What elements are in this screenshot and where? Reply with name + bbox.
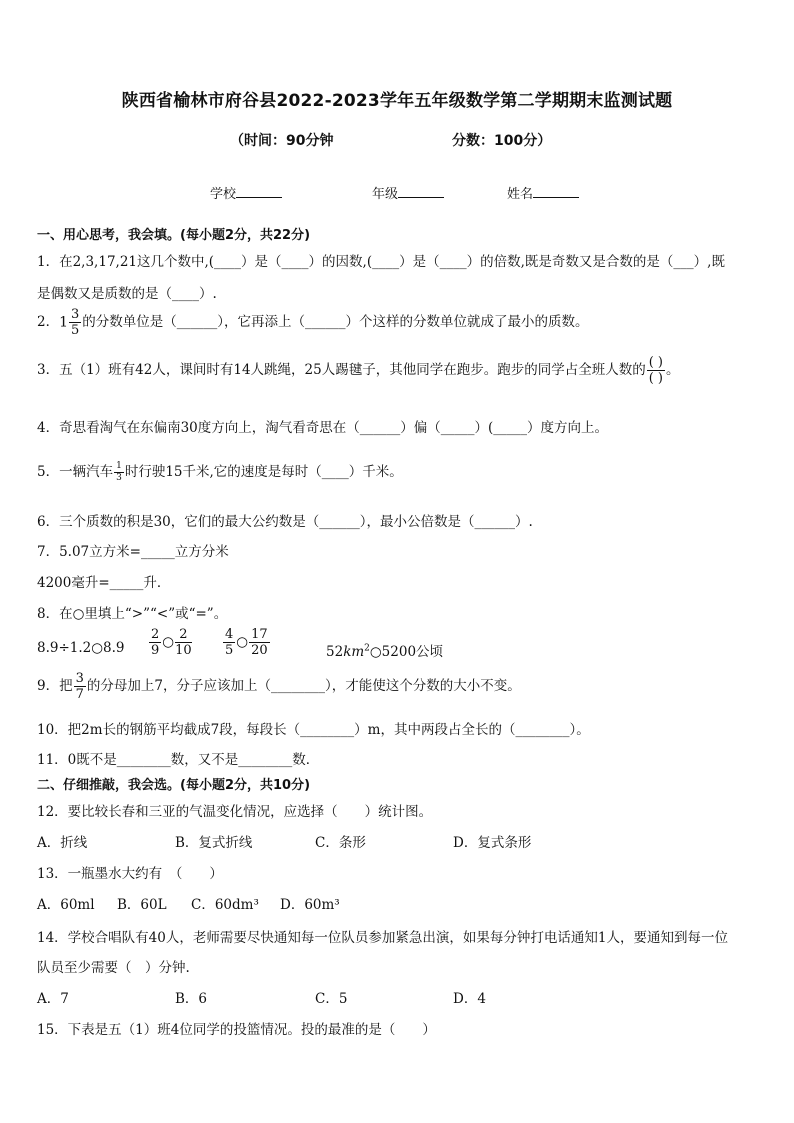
- question-2: [37, 308, 589, 337]
- q14-option-d[interactable]: D．4: [453, 991, 486, 1007]
- fraction-2-10: [175, 628, 192, 657]
- question-8: 8．在○里填上“>”“<”或“=”。: [37, 606, 228, 622]
- q13-option-a[interactable]: A．60ml: [37, 897, 95, 913]
- q13-option-c[interactable]: C．60dm³: [191, 897, 259, 913]
- mixed-number-integer: 1: [59, 314, 69, 331]
- fraction-numerator: 4: [225, 627, 234, 642]
- q12-option-c[interactable]: C．条形: [315, 835, 366, 851]
- compare-circle[interactable]: ○: [162, 634, 175, 650]
- q13-option-d[interactable]: D．60m³: [280, 897, 340, 913]
- fraction-blank: [647, 356, 665, 385]
- unit-km: km: [343, 644, 365, 660]
- compare-circle[interactable]: ○: [236, 634, 249, 650]
- section-2-heading: 二、仔细推敲，我会选。(每小题2分，共10分): [37, 778, 311, 793]
- question-8-item-b: [148, 628, 193, 657]
- question-14-line-2: 队员至少需要（ ）分钟.: [37, 960, 190, 976]
- fraction-4-5: [223, 628, 235, 657]
- question-7-line-2: 4200毫升=_____升．: [37, 575, 171, 591]
- question-5-text: 时行驶15千米,它的速度是每时（____）千米。: [124, 464, 403, 480]
- question-9-text: 的分母加上7，分子应该加上（________），才能使这个分数的大小不变。: [86, 678, 521, 694]
- q12-option-b[interactable]: B．复式折线: [175, 835, 253, 851]
- value-52: 52: [326, 644, 344, 660]
- question-13: 13．一瓶墨水大约有 （ ）: [37, 866, 223, 882]
- name-blank[interactable]: [533, 186, 579, 198]
- grade-field: [372, 183, 444, 202]
- exam-time: （时间：90分钟: [230, 133, 334, 149]
- question-15: 15．下表是五（1）班4位同学的投篮情况。投的最准的是（ ）: [37, 1022, 436, 1038]
- fraction-denominator: 5: [225, 643, 234, 658]
- fraction-numerator: 3: [75, 671, 84, 686]
- fraction-numerator: 3: [71, 307, 80, 322]
- question-4: 4．奇思看淘气在东偏南30度方向上，淘气看奇思在（______）偏（_____）(_____）度方向上。: [37, 420, 609, 436]
- school-label: 学校: [210, 187, 237, 202]
- grade-blank[interactable]: [398, 186, 444, 198]
- school-field: [210, 183, 282, 202]
- fraction-denominator: 10: [175, 643, 192, 658]
- fraction-3-5: [69, 308, 81, 337]
- fraction-numerator: 2: [151, 627, 160, 642]
- exam-score: 分数：100分）: [452, 133, 552, 149]
- question-5-prefix: 5．一辆汽车: [37, 464, 114, 480]
- q13-option-b[interactable]: B．60L: [117, 897, 167, 913]
- fraction-17-20: [249, 628, 270, 657]
- fraction-denominator-blank[interactable]: ( ): [648, 371, 663, 386]
- question-6: 6．三个质数的积是30，它们的最大公约数是（______），最小公倍数是（______）.: [37, 514, 533, 530]
- q14-option-b[interactable]: B．6: [175, 991, 208, 1007]
- question-3: [37, 356, 680, 385]
- grade-label: 年级: [372, 187, 399, 202]
- question-1-line-1: 1．在2,3,17,21这几个数中,(____）是（____）的因数,(____）是（____）的倍数,既是奇数又是合数的是（___）,既: [37, 254, 725, 270]
- compare-hectares: ○5200公顷: [369, 644, 444, 660]
- question-1-line-2: 是偶数又是质数的是（____）.: [37, 286, 217, 302]
- section-1-heading: 一、用心思考，我会填。(每小题2分，共22分): [37, 228, 311, 243]
- question-2-number: 2．: [37, 314, 60, 330]
- fraction-denominator: 5: [71, 323, 80, 338]
- fraction-denominator: 7: [75, 687, 84, 702]
- question-12: 12．要比较长春和三亚的气温变化情况，应选择（ ）统计图。: [37, 804, 433, 820]
- fraction-denominator: 20: [251, 643, 268, 658]
- question-11: 11．0既不是________数，又不是________数．: [37, 752, 320, 768]
- fraction-numerator: 17: [251, 627, 268, 642]
- fraction-numerator: 1: [116, 461, 122, 471]
- q14-option-c[interactable]: C．5: [315, 991, 348, 1007]
- question-3-end: 。: [666, 362, 680, 378]
- fraction-1-3: [114, 462, 124, 483]
- question-8-item-a: 8.9÷1.2○8.9: [37, 640, 125, 656]
- name-label: 姓名: [507, 187, 534, 202]
- fraction-numerator: 2: [175, 628, 192, 643]
- question-9: [37, 672, 521, 701]
- question-2-text: 的分数单位是（______），它再添上（______）个这样的分数单位就成了最小的质数。: [82, 314, 589, 330]
- question-8-item-c: [222, 628, 271, 657]
- page-title: 陕西省榆林市府谷县2022-2023学年五年级数学第二学期期末监测试题: [121, 91, 673, 111]
- question-5: [37, 460, 403, 483]
- question-14-line-1: 14．学校合唱队有40人，老师需要尽快通知每一位队员参加紧急出演，如果每分钟打电话通知1人，要通知到每一位: [37, 930, 728, 946]
- q12-option-a[interactable]: A．折线: [37, 835, 88, 851]
- question-8-item-d: [326, 640, 443, 660]
- fraction-denominator: 9: [151, 643, 160, 658]
- fraction-numerator-blank[interactable]: ( ): [648, 355, 663, 370]
- q14-option-a[interactable]: A．7: [37, 991, 69, 1007]
- fraction-denominator: 3: [116, 473, 122, 483]
- fraction-3-7: [74, 672, 86, 701]
- question-10: 10．把2m长的钢筋平均截成7段，每段长（________）m，其中两段占全长的（________）。: [37, 722, 590, 738]
- question-7-line-1: 7．5.07立方米=_____立方分米: [37, 544, 229, 560]
- question-9-prefix: 9．把: [37, 678, 73, 694]
- q12-option-d[interactable]: D．复式条形: [453, 835, 532, 851]
- school-blank[interactable]: [236, 186, 282, 198]
- fraction-2-9: [149, 628, 161, 657]
- name-field: [507, 183, 579, 202]
- unit-exponent: 2: [364, 643, 370, 654]
- question-3-text: 3．五（1）班有42人，课间时有14人跳绳，25人踢毽子，其他同学在跑步。跑步的同学占全班人数的: [37, 362, 646, 378]
